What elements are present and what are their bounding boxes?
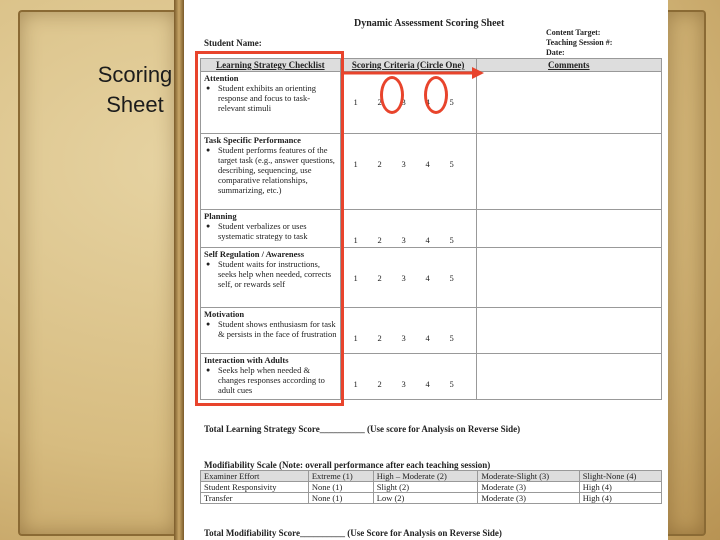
score-option[interactable]: 1 [353,333,358,343]
category-label: Interaction with Adults [204,355,289,365]
modifiability-cell: High (4) [579,493,661,504]
modifiability-cell: Examiner Effort [201,471,309,482]
scoring-cell [340,354,476,400]
category-label: Attention [204,73,239,83]
checklist-highlight-box [195,51,344,406]
score-option[interactable]: 4 [425,97,430,107]
column-header: Learning Strategy Checklist [201,59,341,72]
modifiability-cell: Moderate (3) [478,482,579,493]
score-option[interactable]: 3 [401,235,406,245]
modifiability-cell: High (4) [579,482,661,493]
modifiability-cell: None (1) [308,482,373,493]
modifiability-cell: Transfer [201,493,309,504]
slide-title-line2: Sheet [106,92,164,117]
score-option[interactable]: 4 [425,159,430,169]
category-description: ● Seeks help when needed & changes responses according to adult cues [204,365,337,395]
score-option[interactable]: 5 [449,159,454,169]
score-option[interactable]: 3 [401,333,406,343]
modifiability-cell: Low (2) [373,493,478,504]
category-description: ● Student waits for instructions, seeks help when needed, corrects self, or rewards self [204,259,337,289]
comments-cell[interactable] [476,210,661,248]
modifiability-cell: None (1) [308,493,373,504]
comments-cell[interactable] [476,308,661,354]
modifiability-cell: High – Moderate (2) [373,471,478,482]
total-learning-strategy-score: Total Learning Strategy Score__________ (Use score for Analysis on Reverse Side) [204,424,521,434]
score-option[interactable]: 2 [377,159,382,169]
scoring-cell [340,210,476,248]
student-name-label: Student Name: [204,38,262,48]
score-option[interactable]: 4 [425,333,430,343]
table-row [201,471,662,482]
session-meta [546,28,612,58]
score-option[interactable]: 4 [425,235,430,245]
score-option[interactable]: 1 [353,97,358,107]
modifiability-cell: Extreme (1) [308,471,373,482]
category-label: Planning [204,211,237,221]
score-2-highlight-circle [377,76,404,114]
scoring-cell [340,248,476,308]
score-option[interactable]: 4 [425,273,430,283]
score-option[interactable]: 5 [449,333,454,343]
score-option[interactable]: 1 [353,273,358,283]
score-option[interactable]: 2 [377,97,382,107]
content-target-label: Content Target: [546,28,601,37]
modifiability-table [200,470,662,504]
score-option[interactable]: 1 [353,235,358,245]
score-option[interactable]: 2 [377,333,382,343]
comments-cell[interactable] [476,72,661,134]
column-header: Scoring Criteria (Circle One) [340,59,476,72]
score-4-highlight-circle [424,76,448,114]
column-header: Comments [476,59,661,72]
score-option[interactable]: 5 [449,273,454,283]
category-description: ● Student verbalizes or uses systematic strategy to task [204,221,337,241]
score-option[interactable]: 5 [449,235,454,245]
right-page-frame [668,10,706,536]
scoring-cell [340,134,476,210]
modifiability-scale-title: Modifiability Scale (Note: overall performance after each teaching session) [204,460,491,470]
scoring-cell [340,72,476,134]
score-option[interactable]: 3 [401,379,406,389]
document-title: Dynamic Assessment Scoring Sheet [354,18,505,29]
comments-cell[interactable] [476,134,661,210]
teaching-session-label: Teaching Session #: [546,38,613,47]
category-label: Task Specific Performance [204,135,301,145]
score-option[interactable]: 2 [377,235,382,245]
modifiability-cell: Slight (2) [373,482,478,493]
category-label: Self Regulation / Awareness [204,249,305,259]
score-option[interactable]: 5 [449,379,454,389]
category-description: ● Student performs features of the target task (e.g., answer questions, describing, sequencing, use comparative relationships, summarizing, etc.) [204,145,337,195]
category-description: ● Student exhibits an orienting response and focus to task-relevant stimuli [204,83,337,113]
score-option[interactable]: 5 [449,97,454,107]
score-option[interactable]: 3 [401,273,406,283]
score-option[interactable]: 4 [425,379,430,389]
scoring-cell [340,308,476,354]
score-option[interactable]: 2 [377,273,382,283]
score-option[interactable]: 3 [401,159,406,169]
category-description: ● Student shows enthusiasm for task & persists in the face of frustration [204,319,337,339]
modifiability-cell: Student Responsivity [201,482,309,493]
comments-cell[interactable] [476,248,661,308]
comments-cell[interactable] [476,354,661,400]
date-label: Date: [546,48,565,57]
modifiability-cell: Moderate (3) [478,493,579,504]
score-option[interactable]: 2 [377,379,382,389]
modifiability-cell: Slight-None (4) [579,471,661,482]
category-label: Motivation [204,309,245,319]
table-row [201,493,662,504]
total-modifiability-score: Total Modifiability Score__________ (Use Score for Analysis on Reverse Side) [204,528,502,538]
score-option[interactable]: 3 [401,97,406,107]
score-option[interactable]: 1 [353,379,358,389]
slide-title-line1: Scoring [97,62,173,87]
modifiability-cell: Moderate-Slight (3) [478,471,579,482]
table-row [201,482,662,493]
score-option[interactable]: 1 [353,159,358,169]
